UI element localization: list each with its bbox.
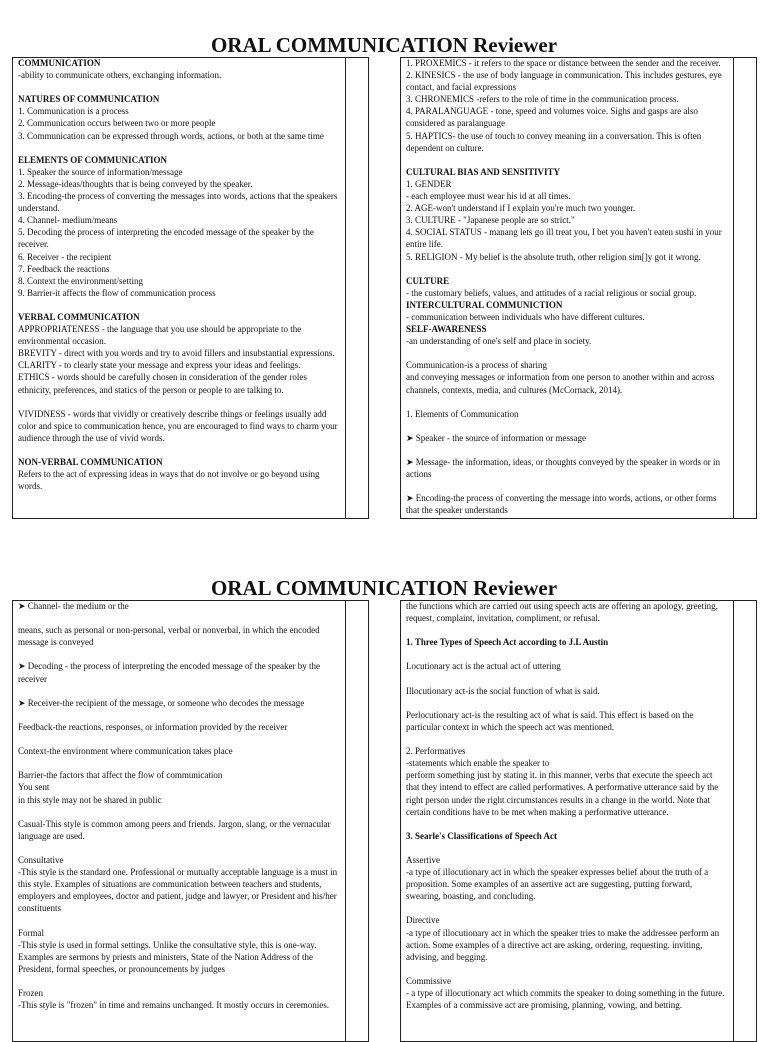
paragraph-gap bbox=[18, 806, 340, 818]
box-column-divider bbox=[345, 58, 368, 518]
paragraph-gap bbox=[18, 914, 340, 926]
section-heading: NON-VERBAL COMMUNICATION bbox=[18, 457, 163, 468]
paragraph-gap bbox=[406, 444, 728, 456]
paragraph-gap bbox=[18, 685, 340, 697]
note-line: ➤ Receiver-the recipient of the message, or someone who decodes the message bbox=[18, 697, 305, 708]
note-line: and conveying messages or information from one person to another within and across channels, contexts, media, and cultures (McCornack, 2014). bbox=[406, 372, 715, 395]
box-column-divider bbox=[733, 601, 756, 1041]
note-line: Consultative bbox=[18, 854, 64, 865]
note-line: Illocutionary act-is the social function of what is said. bbox=[406, 685, 600, 696]
note-line: 2. Performatives bbox=[406, 746, 466, 757]
note-line: Directive bbox=[406, 915, 440, 926]
paragraph-gap bbox=[18, 444, 340, 456]
page-title: ORAL COMMUNICATION Reviewer bbox=[210, 576, 558, 600]
note-line: Assertive bbox=[406, 854, 440, 865]
note-content bbox=[18, 600, 340, 1011]
note-line: ➤ Decoding - the process of interpreting the encoded message of the speaker by the receiver bbox=[18, 661, 320, 684]
note-line: -a type of illocutionary act in which the speaker expresses belief about the truth of a proposition. Some examples of an assertive act are suggesting, putting forward, swearing, boasting, and concluding. bbox=[406, 867, 709, 902]
paragraph-gap bbox=[406, 480, 728, 492]
note-line: 2. Communication occurs between two or more people bbox=[18, 118, 216, 129]
note-line: Perlocutionary act-is the resulting act of what is said. This effect is based on the particular context in which the speech act was mentioned. bbox=[406, 709, 694, 732]
paragraph-gap bbox=[18, 975, 340, 987]
note-line: BREVITY - direct with you words and try to avoid fillers and insubstantial expressions. bbox=[18, 348, 335, 359]
section-heading: 1. Three Types of Speech Act according to J.L Austin bbox=[406, 637, 609, 648]
note-line: Frozen bbox=[18, 988, 43, 998]
paragraph-gap bbox=[18, 648, 340, 660]
note-content bbox=[406, 57, 728, 517]
note-line: ETHICS - words should be carefully chosen in consideration of the gender roles ethnicity, preferences, and statics of the person or people to are talking to. bbox=[18, 372, 307, 395]
note-line: CLARITY - to clearly state your message and express your ideas and feelings. bbox=[18, 360, 301, 371]
note-line: 3. Communication can be expressed through words, actions, or both at the same time bbox=[18, 130, 324, 141]
paragraph-gap bbox=[406, 673, 728, 685]
note-line: - the customary beliefs, values, and attitudes of a racial religious or social group. bbox=[406, 287, 697, 298]
note-line: -ability to communicate others, exchanging information. bbox=[18, 70, 222, 81]
note-line: ➤ Encoding-the process of converting the message into words, actions, or other forms that the speaker understands bbox=[406, 493, 717, 516]
note-line: -This style is "frozen" in time and remains unchanged. It mostly occurs in ceremonies. bbox=[18, 1000, 330, 1011]
note-line: 1. GENDER bbox=[406, 178, 452, 189]
note-line: - a type of illocutionary act which commits the speaker to doing something in the future. Examples of a commissive act are promising, planning, vowing, and betting. bbox=[406, 988, 725, 1011]
note-line: Commissive bbox=[406, 975, 452, 986]
note-line: 1. Speaker the source of information/message bbox=[18, 166, 183, 177]
paragraph-gap bbox=[18, 709, 340, 721]
section-heading: CULTURE bbox=[406, 275, 450, 286]
paragraph-gap bbox=[406, 420, 728, 432]
paragraph-gap bbox=[18, 299, 340, 311]
note-line: Formal bbox=[18, 927, 44, 938]
note-content bbox=[406, 600, 728, 1011]
paragraph-gap bbox=[18, 396, 340, 408]
note-content bbox=[18, 57, 340, 492]
note-line: Casual-This style is common among peers and friends. Jargon, slang, or the vernacular language are used. bbox=[18, 818, 331, 841]
note-line: Feedback-the reactions, responses, or information provided by the receiver bbox=[18, 721, 288, 732]
note-line: ➤ Message- the information, ideas, or thoughts conveyed by the speaker in words or in actions bbox=[406, 457, 720, 480]
note-line: perform something just by stating it. in this manner, verbs that execute the speech act that they intend to effect are called performatives. A performative utterance said by the right person under the right circumstances results in a change in the world. Note that certain conditions have to be met when making a performative utterance. bbox=[406, 770, 719, 817]
note-line: Communication-is a process of sharing bbox=[406, 360, 547, 371]
note-line: 9. Barrier-it affects the flow of communication process bbox=[18, 287, 216, 298]
note-line: You sent bbox=[18, 782, 50, 793]
note-line: ➤ Speaker - the source of information or message bbox=[406, 432, 586, 443]
note-line: 7. Feedback the reactions bbox=[18, 263, 110, 274]
note-box-right bbox=[400, 57, 757, 519]
note-line: 8. Context the environment/setting bbox=[18, 275, 143, 286]
section-heading: COMMUNICATION bbox=[18, 58, 101, 68]
note-line: 4. SOCIAL STATUS - manang lets go ill treat you, I bet you haven't eaten sushi in your entire life. bbox=[406, 227, 722, 250]
paragraph-gap bbox=[406, 818, 728, 830]
note-line: 5. RELIGION - My belief is the absolute truth, other religion sim[]y got it wrong. bbox=[406, 251, 701, 262]
note-line: 6. Receiver - the recipient bbox=[18, 251, 112, 262]
paragraph-gap bbox=[406, 624, 728, 636]
paragraph-gap bbox=[406, 733, 728, 745]
note-line: 1. Communication is a process bbox=[18, 106, 129, 117]
note-line: 1. PROXEMICS - it refers to the space or distance between the sender and the receiver. bbox=[406, 58, 721, 68]
section-heading: SELF-AWARENESS bbox=[406, 324, 487, 335]
paragraph-gap bbox=[18, 81, 340, 93]
note-line: - each employee must wear his id at all times. bbox=[406, 191, 571, 202]
paragraph-gap bbox=[18, 612, 340, 624]
note-line: in this style may not be shared in public bbox=[18, 794, 162, 805]
note-line: Locutionary act is the actual act of uttering bbox=[406, 661, 561, 672]
paragraph-gap bbox=[406, 648, 728, 660]
note-box-right bbox=[400, 600, 757, 1042]
note-line: Context-the environment where communication takes place bbox=[18, 746, 233, 757]
paragraph-gap bbox=[18, 733, 340, 745]
note-line: Barrier-the factors that affect the flow of communication bbox=[18, 770, 223, 781]
note-line: - communication between individuals who have different cultures. bbox=[406, 311, 645, 322]
section-heading: CULTURAL BIAS AND SENSITIVITY bbox=[406, 166, 560, 177]
note-line: 3. CULTURE - "Japanese people are so strict." bbox=[406, 215, 575, 226]
note-line: APPROPRIATENESS - the language that you use should be appropriate to the environmental occasion. bbox=[18, 324, 302, 347]
paragraph-gap bbox=[406, 263, 728, 275]
paragraph-gap bbox=[18, 842, 340, 854]
paragraph-gap bbox=[406, 154, 728, 166]
section-heading: VERBAL COMMUNICATION bbox=[18, 311, 140, 322]
note-line: VIVIDNESS - words that vividly or creatively describe things or feelings usually add color and spice to communication hence, you are encouraged to find ways to charm your audience through the use of vivid words. bbox=[18, 408, 338, 443]
note-line: Refers to the act of expressing ideas in ways that do not involve or go beyond using words. bbox=[18, 469, 320, 492]
note-line: -statements which enable the speaker to bbox=[406, 758, 550, 769]
paragraph-gap bbox=[406, 347, 728, 359]
note-line: 2. AGE-won't understand if I explain you're much two younger. bbox=[406, 203, 635, 214]
paragraph-gap bbox=[406, 396, 728, 408]
box-column-divider bbox=[345, 601, 368, 1041]
note-line: 3. Encoding-the process of converting the messages into words, actions that the speakers understand. bbox=[18, 191, 338, 214]
paragraph-gap bbox=[18, 757, 340, 769]
paragraph-gap bbox=[406, 902, 728, 914]
note-line: ➤ Channel- the medium or the bbox=[18, 601, 129, 611]
note-line: 5. HAPTICS- the use of touch to convey meaning iin a conversation. This is often dependent on culture. bbox=[406, 130, 702, 153]
note-line: 4. Channel- medium/means bbox=[18, 215, 118, 226]
note-line: 5. Decoding the process of interpreting the encoded message of the speaker by the receiver. bbox=[18, 227, 314, 250]
section-heading: 3. Searle's Classifications of Speech Act bbox=[406, 830, 557, 841]
note-line: the functions which are carried out using speech acts are offering an apology, greeting, request, complaint, invitation, compliment, or refusal. bbox=[406, 601, 718, 624]
note-line: 2. KINESICS - the use of body language in communication. This includes gestures, eye contact, and facial expressions bbox=[406, 70, 722, 93]
note-line: -This style is used in formal settings. Unlike the consultative style, this is one-way. Examples are sermons by priests and ministers, State of the Nation Address of the President, formal speeches, or pronouncements by judges bbox=[18, 939, 317, 974]
note-box-left bbox=[12, 57, 369, 519]
paragraph-gap bbox=[18, 142, 340, 154]
paragraph-gap bbox=[406, 842, 728, 854]
page-title: ORAL COMMUNICATION Reviewer bbox=[210, 33, 558, 57]
box-column-divider bbox=[733, 58, 756, 518]
note-box-left bbox=[12, 600, 369, 1042]
note-line: 2. Message-ideas/thoughts that is being conveyed by the speaker. bbox=[18, 178, 253, 189]
section-heading: NATURES OF COMMUNICATION bbox=[18, 94, 160, 105]
note-line: 4. PARALANGUAGE - tone, speed and volumes voice. Sighs and gasps are also considered as paralanguage bbox=[406, 106, 698, 129]
note-line: -an understanding of one's self and place in society. bbox=[406, 336, 592, 347]
note-line: means, such as personal or non-personal, verbal or nonverbal, in which the encoded message is conveyed bbox=[18, 625, 320, 648]
note-line: 3. CHRONEMICS -refers to the role of time in the communication process. bbox=[406, 94, 679, 105]
section-heading: ELEMENTS OF COMMUNICATION bbox=[18, 154, 168, 165]
note-line: 1. Elements of Communication bbox=[406, 408, 519, 419]
note-line: -This style is the standard one. Professional or mutually acceptable language is a must in this style. Examples of situations are communication between teachers and students, employers and employees, doctor and patient, judge and lawyer, or President and his/her constituents bbox=[18, 867, 338, 914]
paragraph-gap bbox=[406, 963, 728, 975]
paragraph-gap bbox=[406, 697, 728, 709]
note-line: -a type of illocutionary act in which the speaker tries to make the addressee perform an action. Some examples of a directive act are asking, ordering, requesting. inviting, advising, and begging. bbox=[406, 927, 720, 962]
section-heading: INTERCULTURAL COMMUNICTION bbox=[406, 299, 563, 310]
